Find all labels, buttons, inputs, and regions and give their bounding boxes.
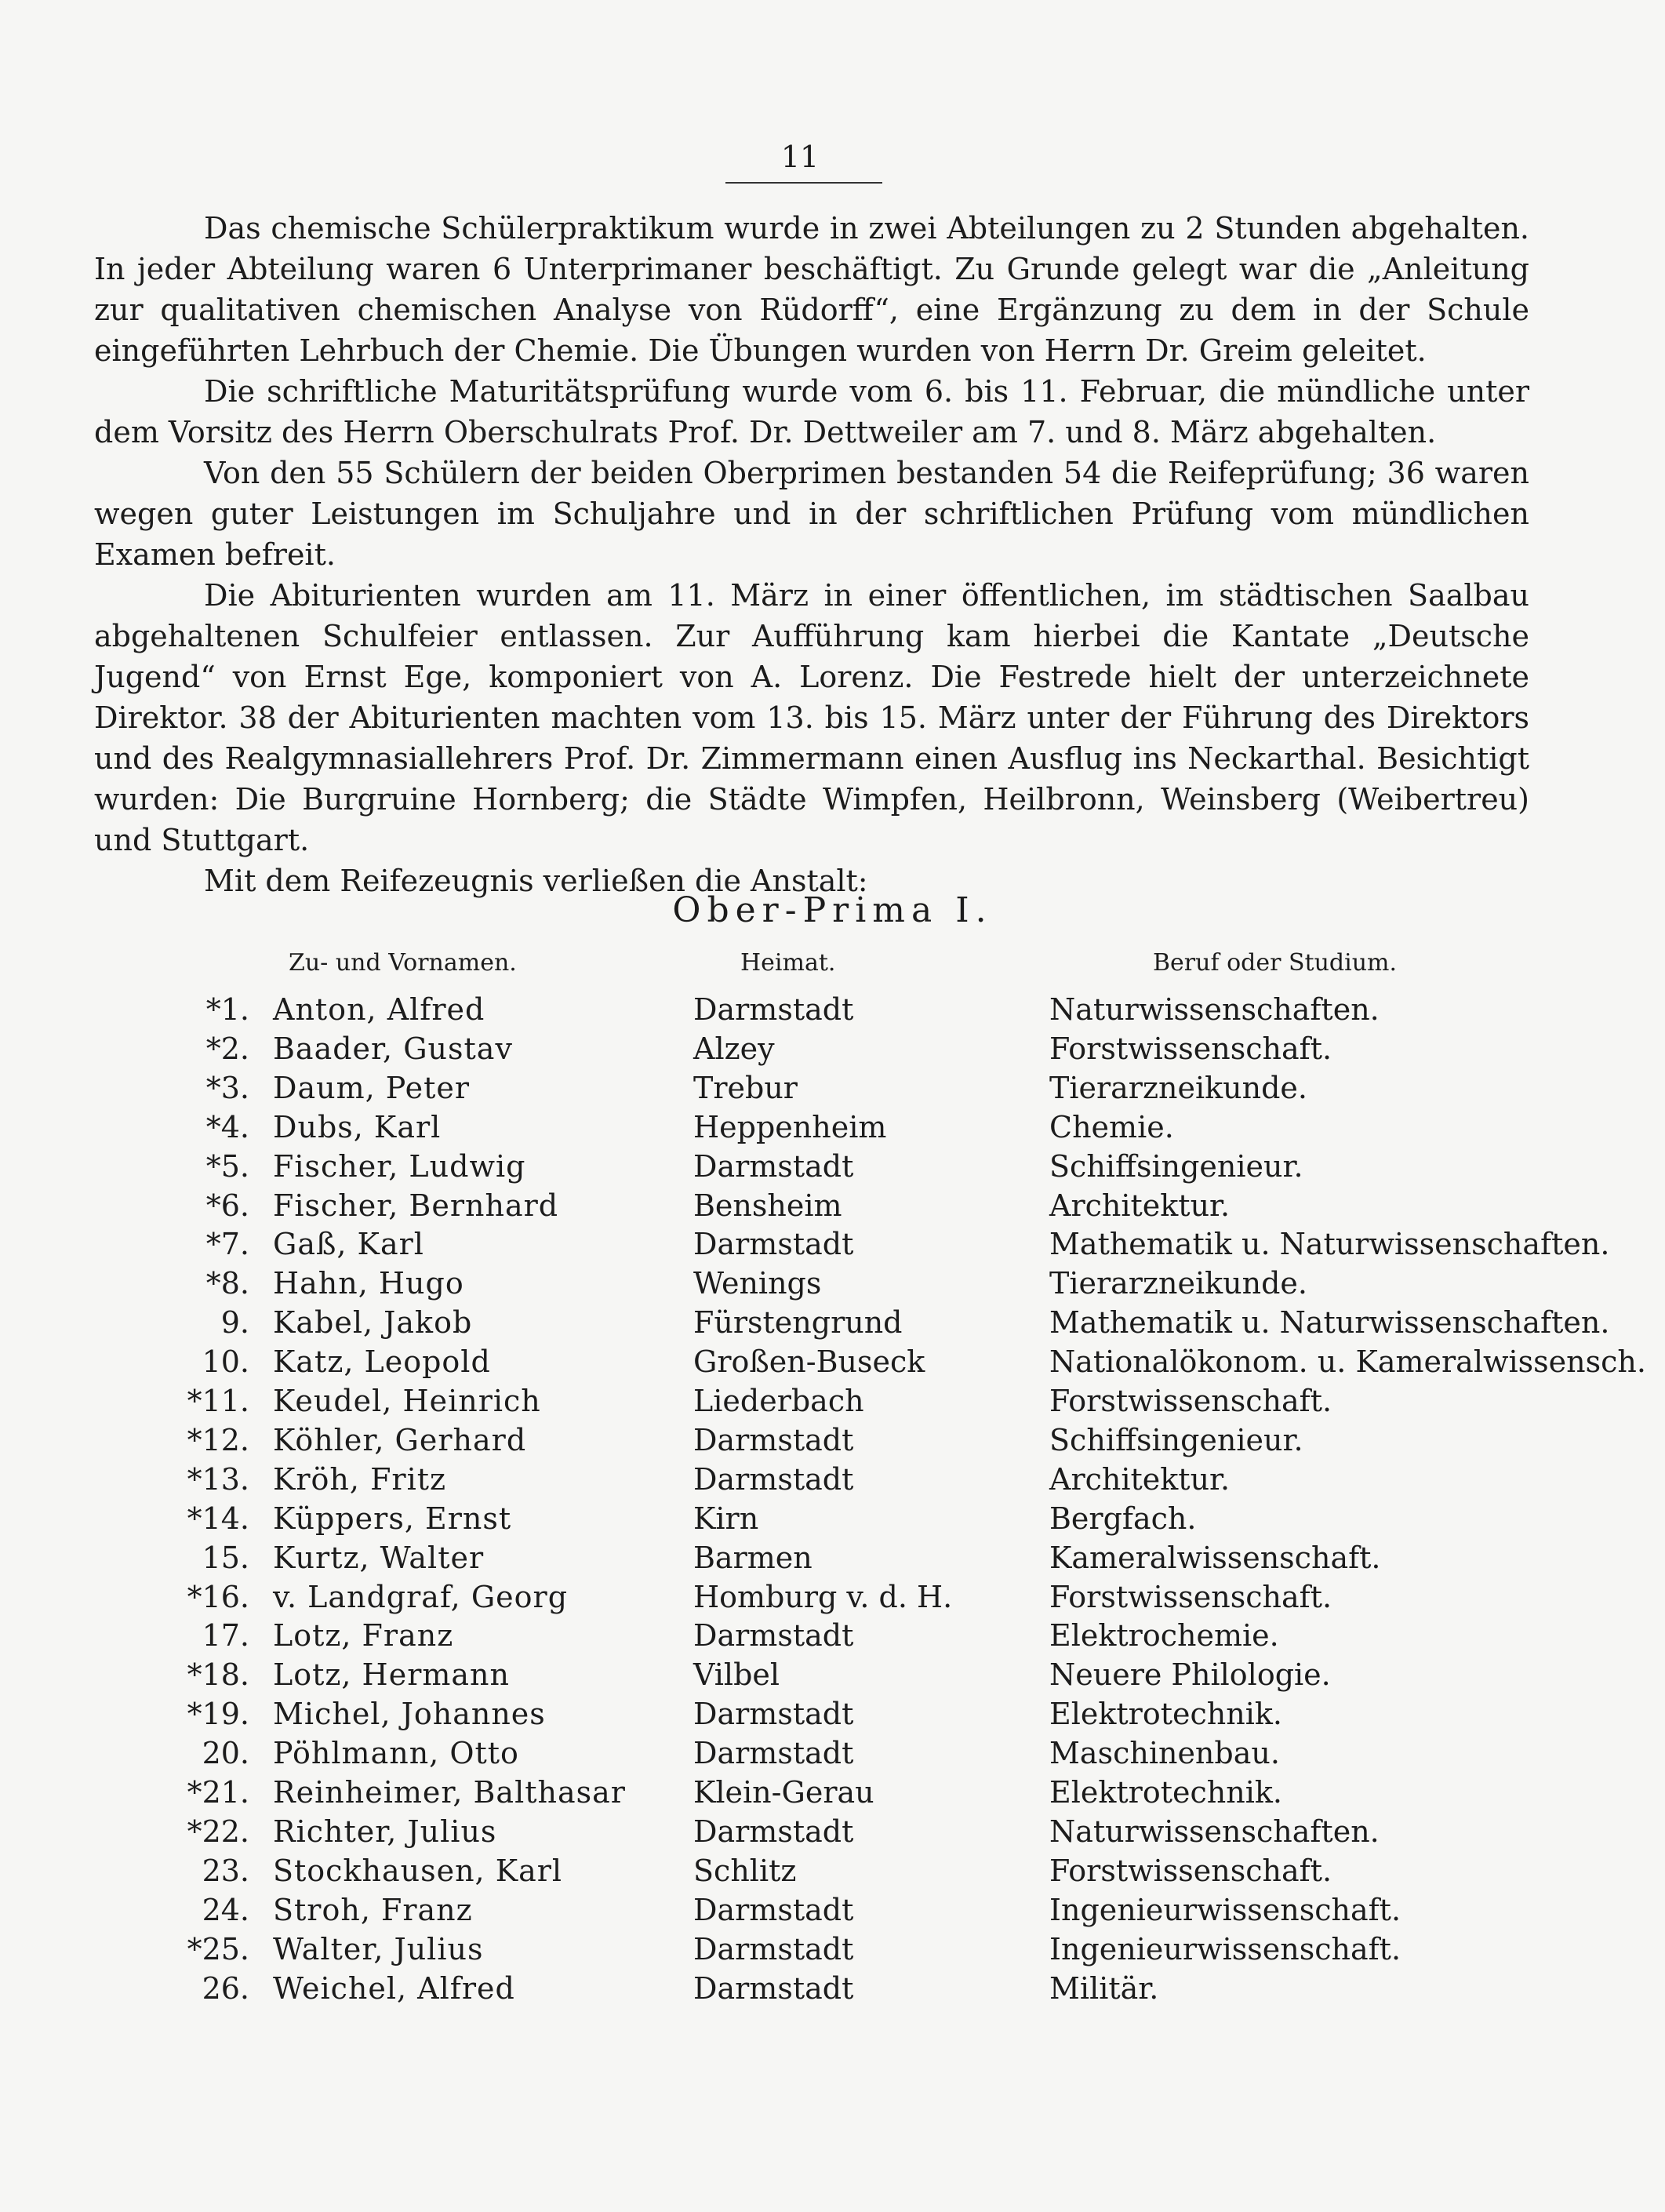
student-home: Darmstadt — [693, 1462, 854, 1497]
student-number: *7. — [205, 1227, 249, 1261]
table-row — [0, 1851, 1665, 1890]
student-profession: Elektrotechnik. — [1049, 1775, 1282, 1810]
student-profession: Bergfach. — [1049, 1501, 1197, 1536]
student-number: 26. — [202, 1971, 249, 2006]
table-row — [0, 1812, 1665, 1851]
table-row — [0, 1499, 1665, 1538]
student-name: Walter, Julius — [273, 1932, 484, 1966]
student-home: Darmstadt — [693, 1932, 854, 1966]
student-profession: Ingenieurwissenschaft. — [1049, 1932, 1401, 1966]
student-profession: Mathematik u. Naturwissenschaften. — [1049, 1305, 1610, 1340]
student-number: *16. — [187, 1580, 249, 1614]
student-home: Darmstadt — [693, 1149, 854, 1184]
student-name: Daum, Peter — [273, 1071, 471, 1105]
student-profession: Elektrotechnik. — [1049, 1697, 1282, 1731]
table-row — [0, 1577, 1665, 1617]
student-profession: Kameralwissenschaft. — [1049, 1541, 1381, 1575]
student-home: Darmstadt — [693, 1814, 854, 1849]
student-home: Schlitz — [693, 1854, 797, 1888]
student-number: *13. — [187, 1462, 249, 1497]
table-row — [0, 1538, 1665, 1577]
student-profession: Elektrochemie. — [1049, 1618, 1279, 1653]
student-number: *8. — [205, 1266, 249, 1301]
student-name: Fischer, Bernhard — [273, 1188, 559, 1223]
student-profession: Nationalökonom. u. Kameralwissensch. — [1049, 1344, 1646, 1379]
table-row — [0, 1655, 1665, 1694]
table-row — [0, 1694, 1665, 1734]
table-row — [0, 990, 1665, 1029]
student-profession: Architektur. — [1049, 1188, 1231, 1223]
student-name: Katz, Leopold — [273, 1344, 491, 1379]
paragraph-chemistry-practicum: Das chemische Schülerpraktikum wurde in zwei Abteilungen zu 2 Stunden abgehalten. In jeder Abteilung waren 6 Unterprimaner beschäftigt. Zu Grunde gelegt war die „Anleitung zur qualitativen chemischen Analyse von Rüdorff“, eine Ergänzung zu dem in der Schule eingeführten Lehrbuch der Chemie. Die Übungen wurden von Herrn Dr. Greim geleitet. — [94, 211, 1529, 368]
prose-section — [94, 208, 1529, 901]
student-profession: Forstwissenschaft. — [1049, 1580, 1332, 1614]
student-name: Gaß, Karl — [273, 1227, 424, 1261]
student-home: Darmstadt — [693, 992, 854, 1027]
student-profession: Tierarzneikunde. — [1049, 1071, 1307, 1105]
student-name: Dubs, Karl — [273, 1110, 442, 1144]
student-name: Kabel, Jakob — [273, 1305, 473, 1340]
table-row — [0, 1890, 1665, 1930]
student-name: Baader, Gustav — [273, 1031, 513, 1066]
student-name: Lotz, Hermann — [273, 1657, 510, 1692]
student-name: Anton, Alfred — [273, 992, 485, 1027]
student-name: v. Landgraf, Georg — [273, 1580, 569, 1614]
student-number: 23. — [202, 1854, 249, 1888]
table-row — [0, 1773, 1665, 1812]
student-profession: Neuere Philologie. — [1049, 1657, 1331, 1692]
student-home: Fürstengrund — [693, 1305, 903, 1340]
student-name: Kröh, Fritz — [273, 1462, 447, 1497]
student-name: Richter, Julius — [273, 1814, 497, 1849]
student-home: Barmen — [693, 1541, 813, 1575]
student-number: 15. — [202, 1541, 249, 1575]
student-name: Keudel, Heinrich — [273, 1384, 541, 1418]
student-home: Alzey — [693, 1031, 775, 1066]
student-home: Darmstadt — [693, 1618, 854, 1653]
student-profession: Forstwissenschaft. — [1049, 1031, 1332, 1066]
student-number: 9. — [220, 1305, 249, 1340]
student-profession: Ingenieurwissenschaft. — [1049, 1893, 1401, 1927]
student-number: *14. — [187, 1501, 249, 1536]
student-profession: Chemie. — [1049, 1110, 1174, 1144]
page-number: 11 — [780, 140, 820, 174]
student-number: *3. — [205, 1071, 249, 1105]
student-number: *1. — [205, 992, 249, 1027]
table-row — [0, 1421, 1665, 1460]
table-row — [0, 1029, 1665, 1068]
student-number: 20. — [202, 1736, 249, 1770]
student-home: Darmstadt — [693, 1971, 854, 2006]
column-header-profession: Beruf oder Studium. — [1153, 949, 1398, 977]
student-name: Stockhausen, Karl — [273, 1854, 563, 1888]
table-row — [0, 1930, 1665, 1969]
student-home: Darmstadt — [693, 1736, 854, 1770]
student-profession: Forstwissenschaft. — [1049, 1854, 1332, 1888]
student-profession: Schiffsingenieur. — [1049, 1423, 1303, 1457]
table-row — [0, 1108, 1665, 1147]
student-name: Weichel, Alfred — [273, 1971, 515, 2006]
student-home: Klein-Gerau — [693, 1775, 874, 1810]
student-number: *21. — [187, 1775, 249, 1810]
table-row — [0, 1969, 1665, 2008]
table-row — [0, 1460, 1665, 1499]
student-home: Trebur — [693, 1071, 798, 1105]
student-profession: Mathematik u. Naturwissenschaften. — [1049, 1227, 1610, 1261]
page-number-rule — [725, 182, 882, 184]
student-number: *25. — [187, 1932, 249, 1966]
student-number: *22. — [187, 1814, 249, 1849]
student-home: Vilbel — [693, 1657, 780, 1692]
student-home: Darmstadt — [693, 1423, 854, 1457]
table-row — [0, 1264, 1665, 1303]
student-profession: Schiffsingenieur. — [1049, 1149, 1303, 1184]
student-number: *18. — [187, 1657, 249, 1692]
table-row — [0, 1342, 1665, 1381]
table-row — [0, 1303, 1665, 1342]
student-profession: Militär. — [1049, 1971, 1159, 2006]
student-home: Großen-Buseck — [693, 1344, 925, 1379]
student-name: Küppers, Ernst — [273, 1501, 512, 1536]
student-name: Pöhlmann, Otto — [273, 1736, 519, 1770]
student-home: Heppenheim — [693, 1110, 887, 1144]
table-row — [0, 1147, 1665, 1186]
student-number: 24. — [202, 1893, 249, 1927]
student-home: Homburg v. d. H. — [693, 1580, 953, 1614]
student-home: Darmstadt — [693, 1893, 854, 1927]
paragraph-written-exam: Die schriftliche Maturitätsprüfung wurde vom 6. bis 11. Februar, die mündliche unter dem Vorsitz des Herrn Oberschulrats Prof. Dr. Dettweiler am 7. und 8. März abgehalten. — [94, 374, 1529, 449]
student-profession: Architektur. — [1049, 1462, 1231, 1497]
paragraph-graduation-ceremony: Die Abiturienten wurden am 11. März in einer öffentlichen, im städtischen Saalbau abgehaltenen Schulfeier entlassen. Zur Aufführung kam hierbei die Kantate „Deutsche Jugend“ von Ernst Ege, komponiert von A. Lorenz. Die Festrede hielt der unterzeichnete Direktor. 38 der Abiturienten machten vom 13. bis 15. März unter der Führung des Direktors und des Realgymnasiallehrers Prof. Dr. Zimmermann einen Ausflug ins Neckarthal. Besichtigt wurden: Die Burgruine Hornberg; die Städte Wimpfen, Heilbronn, Weinsberg (Weibertreu) und Stuttgart. — [94, 578, 1529, 857]
student-name: Fischer, Ludwig — [273, 1149, 526, 1184]
student-number: *5. — [205, 1149, 249, 1184]
student-number: *2. — [205, 1031, 249, 1066]
student-home: Wenings — [693, 1266, 822, 1301]
student-number: *6. — [205, 1188, 249, 1223]
student-name: Lotz, Franz — [273, 1618, 454, 1653]
student-home: Liederbach — [693, 1384, 864, 1418]
student-name: Kurtz, Walter — [273, 1541, 485, 1575]
student-home: Darmstadt — [693, 1227, 854, 1261]
student-number: 17. — [202, 1618, 249, 1653]
student-profession: Tierarzneikunde. — [1049, 1266, 1307, 1301]
student-number: *19. — [187, 1697, 249, 1731]
table-row — [0, 1224, 1665, 1264]
section-title: Ober-Prima I. — [672, 890, 993, 930]
student-profession: Naturwissenschaften. — [1049, 1814, 1380, 1849]
student-name: Michel, Johannes — [273, 1697, 546, 1731]
student-profession: Forstwissenschaft. — [1049, 1384, 1332, 1418]
paragraph-exam-results: Von den 55 Schülern der beiden Oberprimen bestanden 54 die Reifeprüfung; 36 waren wegen guter Leistungen im Schuljahre und in der schriftlichen Prüfung vom mündlichen Examen befreit. — [94, 456, 1529, 572]
student-profession: Maschinenbau. — [1049, 1736, 1280, 1770]
student-number: 10. — [202, 1344, 249, 1379]
student-name: Reinheimer, Balthasar — [273, 1775, 626, 1810]
table-row — [0, 1381, 1665, 1421]
student-number: *11. — [187, 1384, 249, 1418]
student-number: *4. — [205, 1110, 249, 1144]
student-name: Stroh, Franz — [273, 1893, 473, 1927]
student-name: Köhler, Gerhard — [273, 1423, 527, 1457]
student-name: Hahn, Hugo — [273, 1266, 464, 1301]
student-number: *12. — [187, 1423, 249, 1457]
column-header-name: Zu- und Vornamen. — [289, 949, 517, 977]
student-profession: Naturwissenschaften. — [1049, 992, 1380, 1027]
table-row — [0, 1616, 1665, 1655]
student-home: Kirn — [693, 1501, 759, 1536]
student-home: Bensheim — [693, 1188, 842, 1223]
table-row — [0, 1186, 1665, 1225]
table-row — [0, 1734, 1665, 1773]
table-row — [0, 1068, 1665, 1108]
paragraph-roster-intro: Mit dem Reifezeugnis verließen die Anstalt: — [204, 864, 868, 898]
student-home: Darmstadt — [693, 1697, 854, 1731]
column-header-home: Heimat. — [740, 949, 836, 977]
